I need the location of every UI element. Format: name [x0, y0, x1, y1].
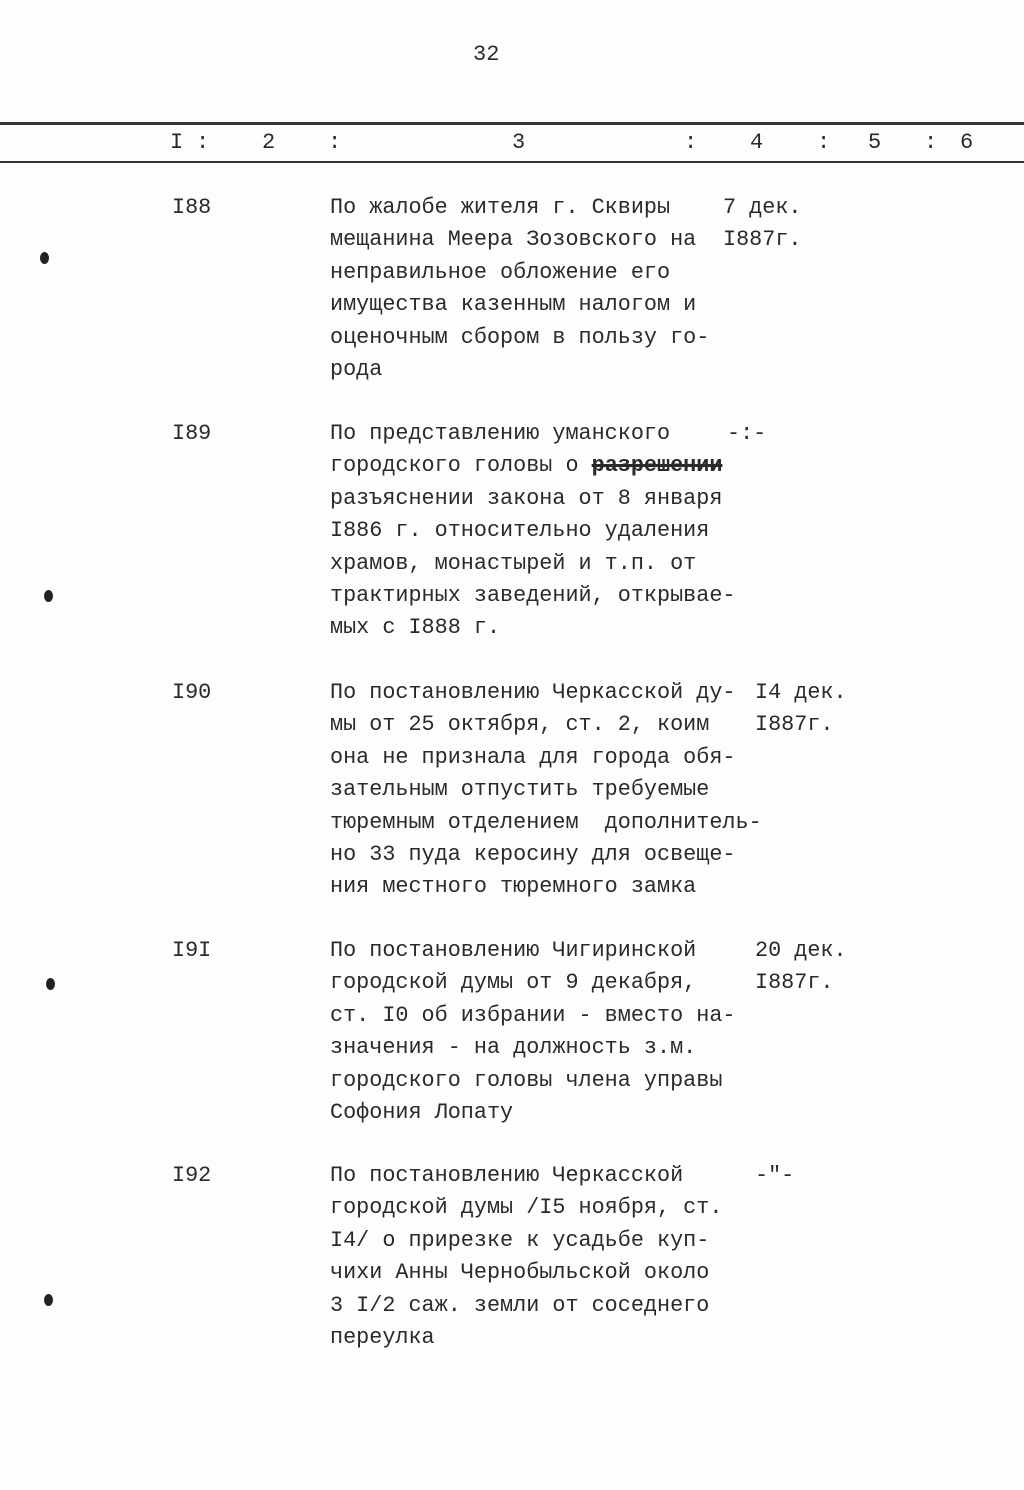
description-line [330, 450, 736, 482]
description-line [330, 1192, 722, 1224]
description-line [330, 774, 762, 806]
page-number: 32 [473, 42, 500, 67]
description-text: мы от 25 октября, ст. 2, коим [330, 712, 710, 738]
entry-number: I88 [172, 195, 212, 220]
description-text: имущества казенным налогом и [330, 292, 697, 318]
description-line [330, 1322, 722, 1354]
entry-description [330, 192, 709, 386]
description-text: тюремным отделением дополнитель- [330, 809, 762, 835]
description-line [330, 224, 709, 256]
description-text: городского головы члена управы [330, 1067, 723, 1093]
table-header-bottom-rule [0, 161, 1024, 163]
description-line [330, 709, 762, 741]
column-separator: : [328, 130, 342, 155]
column-separator: : [684, 130, 698, 155]
table-header-top-rule [0, 122, 1024, 125]
column-header-5: 5 [868, 130, 882, 155]
description-line [330, 1290, 722, 1322]
description-line [330, 192, 709, 224]
description-line [330, 483, 736, 515]
entry-description [330, 1160, 722, 1354]
entry-description [330, 418, 736, 645]
description-line [330, 935, 736, 967]
description-line [330, 548, 736, 580]
date-line: 20 дек. [755, 938, 847, 963]
description-text: ст. I0 об избрании - вместо на- [330, 1002, 736, 1028]
date-line: I887г. [723, 227, 802, 253]
description-text: мых с I888 г. [330, 615, 501, 641]
description-text: городского головы о [330, 453, 592, 479]
entry-date [755, 677, 847, 742]
description-text: По представлению уманского [330, 421, 671, 446]
date-line: I887г. [755, 712, 834, 738]
description-line [330, 580, 736, 612]
description-text: оценочным сбором в пользу го- [330, 324, 710, 350]
description-text: она не признала для города обя- [330, 744, 736, 770]
entry-number: I9I [172, 938, 212, 963]
description-line [330, 871, 762, 903]
entry-number: I89 [172, 421, 212, 446]
entry-description [330, 935, 736, 1129]
hole-punch-mark [46, 978, 55, 990]
description-text: ния местного тюремного замка [330, 874, 697, 900]
description-line [330, 354, 709, 386]
description-text: переулка [330, 1325, 435, 1351]
description-text: По постановлению Чигиринской [330, 938, 697, 963]
entry-description [330, 677, 762, 904]
description-text: По постановлению Черкасской [330, 1163, 684, 1188]
description-line [330, 1160, 722, 1192]
description-line [330, 612, 736, 644]
description-line [330, 1032, 736, 1064]
column-separator: : [196, 130, 210, 155]
date-line: I4 дек. [755, 680, 847, 705]
date-line: I887г. [755, 970, 834, 996]
description-text: неправильное обложение его [330, 259, 671, 285]
description-text: городской думы /I5 ноября, ст. [330, 1195, 723, 1221]
hole-punch-mark [40, 252, 49, 264]
hole-punch-mark [44, 590, 53, 602]
description-line [330, 1225, 722, 1257]
entry-number: I90 [172, 680, 212, 705]
description-text: Софония Лопату [330, 1100, 514, 1126]
description-text: храмов, монастырей и т.п. от [330, 550, 697, 576]
entry-date [755, 1160, 794, 1192]
description-text: значения - на должность з.м. [330, 1035, 697, 1061]
entry-date [755, 935, 847, 1000]
column-header-3: 3 [512, 130, 526, 155]
description-line [330, 1257, 722, 1289]
description-text: По жалобе жителя г. Сквиры [330, 195, 671, 220]
description-text: рода [330, 357, 383, 383]
date-line: 7 дек. [723, 195, 802, 220]
entry-date [727, 418, 766, 450]
description-line [330, 257, 709, 289]
description-text: I886 г. относительно удаления [330, 518, 710, 544]
description-line [330, 967, 736, 999]
entry-date [723, 192, 801, 257]
column-header-4: 4 [750, 130, 764, 155]
description-text: но 33 пуда керосину для освеще- [330, 842, 736, 868]
column-separator: : [817, 130, 831, 155]
column-header-2: 2 [262, 130, 276, 155]
description-line [330, 1065, 736, 1097]
struck-out-word: разрешении [591, 453, 723, 479]
description-line [330, 515, 736, 547]
description-line [330, 1000, 736, 1032]
description-text: По постановлению Черкасской ду- [330, 680, 736, 705]
description-line [330, 418, 736, 450]
description-text: мещанина Меера Зозовского на [330, 227, 697, 253]
description-line [330, 839, 762, 871]
description-text: трактирных заведений, открывае- [330, 583, 736, 609]
column-header-6: 6 [960, 130, 974, 155]
description-text: разъяснении закона от 8 января [330, 485, 723, 511]
description-line [330, 1097, 736, 1129]
hole-punch-mark [44, 1294, 53, 1306]
description-line [330, 289, 709, 321]
entry-number: I92 [172, 1163, 212, 1188]
column-separator: : [924, 130, 938, 155]
description-line [330, 677, 762, 709]
description-text: чихи Анны Чернобыльской около [330, 1260, 710, 1286]
column-header-1: I [170, 130, 184, 155]
date-line: -:- [727, 421, 767, 446]
date-line: -"- [755, 1163, 795, 1188]
description-text: зательным отпустить требуемые [330, 777, 710, 803]
description-line [330, 322, 709, 354]
description-text: I4/ о прирезке к усадьбе куп- [330, 1227, 710, 1253]
description-text: городской думы от 9 декабря, [330, 970, 697, 996]
description-line [330, 807, 762, 839]
description-line [330, 742, 762, 774]
description-text: 3 I/2 саж. земли от соседнего [330, 1292, 710, 1318]
